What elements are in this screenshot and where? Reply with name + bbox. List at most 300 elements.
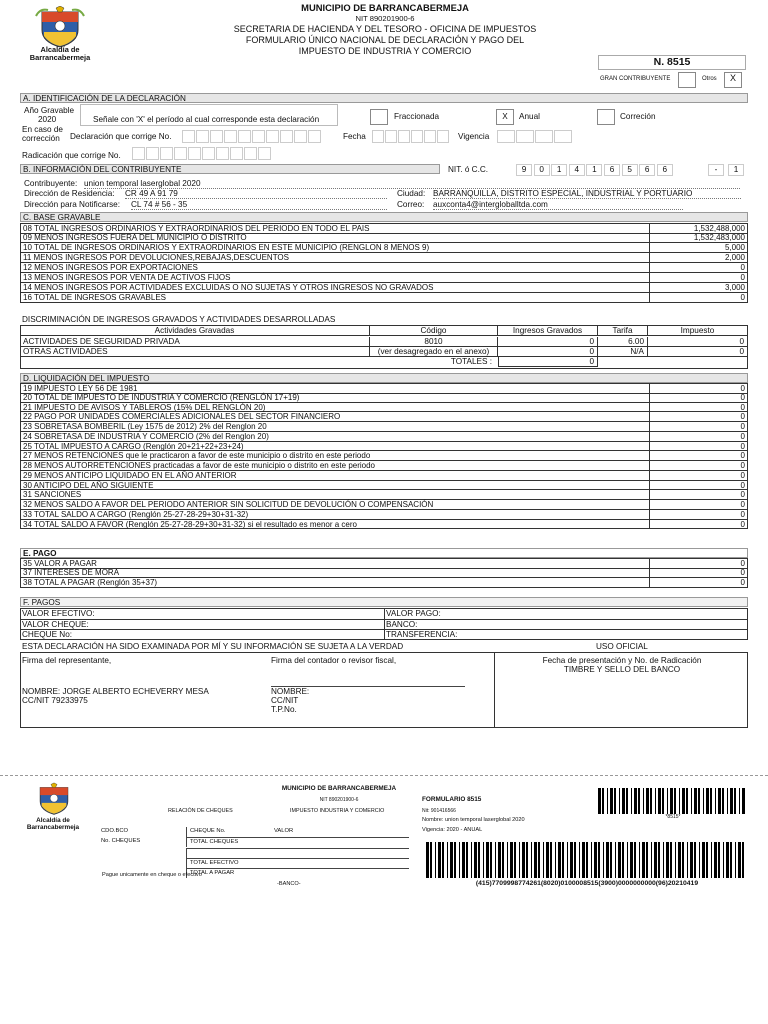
entry-box[interactable] bbox=[411, 130, 423, 143]
tp-contador: T.P.No. bbox=[271, 705, 297, 714]
entry-box[interactable] bbox=[224, 130, 237, 143]
barcode-bar bbox=[651, 842, 652, 878]
barcode-bar bbox=[538, 842, 540, 878]
entry-box[interactable] bbox=[230, 147, 243, 160]
ciudad-line bbox=[433, 198, 741, 199]
barcode-bar bbox=[694, 842, 696, 878]
barcode-bar bbox=[698, 788, 700, 814]
nit-digit bbox=[569, 164, 585, 176]
section-c-title: C. BASE GRAVABLE bbox=[20, 212, 748, 222]
notificar-label: Dirección para Notificarse: bbox=[24, 200, 121, 209]
entry-box[interactable] bbox=[132, 147, 145, 160]
row-value: 0 bbox=[740, 519, 745, 529]
row-divider bbox=[649, 253, 650, 262]
row-label: 14 MENOS INGRESOS POR ACTIVIDADES EXCLUIDAS O NO SUJETAS Y OTROS INGRESOS NO GRAVADOS bbox=[23, 283, 434, 292]
stub-pague-text: Pague unicamente en cheque o efectivo bbox=[102, 872, 202, 878]
table-row bbox=[20, 243, 748, 253]
entry-box[interactable] bbox=[385, 130, 397, 143]
barcode-bar bbox=[610, 788, 613, 814]
barcode-bar bbox=[706, 788, 709, 814]
barcode-bar bbox=[534, 842, 537, 878]
barcode-bar bbox=[514, 842, 516, 878]
row-divider bbox=[649, 520, 650, 529]
direccion-value: CR 49 A 91 79 bbox=[125, 189, 178, 198]
row-divider bbox=[649, 224, 650, 233]
barcode-bar bbox=[658, 788, 661, 814]
barcode-bar bbox=[618, 842, 621, 878]
barcode-bar bbox=[666, 842, 669, 878]
direccion-label: Dirección de Residencia: bbox=[24, 189, 115, 198]
barcode-bar bbox=[558, 842, 561, 878]
pagos-right-label: BANCO: bbox=[386, 619, 418, 629]
barcode-bar bbox=[646, 788, 649, 814]
entry-box[interactable] bbox=[252, 130, 265, 143]
ciudad-value: BARRANQUILLA, DISTRITO ESPECIAL, INDUSTRIAL Y PORTUARIO bbox=[433, 189, 693, 198]
entry-box[interactable] bbox=[238, 130, 251, 143]
actividades-cell: 0 bbox=[648, 337, 748, 347]
row-label: 11 MENOS INGRESOS POR DEVOLUCIONES,REBAJAS,DESCUENTOS bbox=[23, 253, 289, 262]
table-row bbox=[20, 451, 748, 461]
secretaria-line: SECRETARIA DE HACIENDA Y DEL TESORO - OFICINA DE IMPUESTOS bbox=[233, 24, 537, 34]
entry-box[interactable] bbox=[174, 147, 187, 160]
barcode-bar bbox=[478, 842, 480, 878]
gran-contribuyente-label: GRAN CONTRIBUYENTE bbox=[600, 76, 671, 82]
coat-of-arms-icon bbox=[34, 6, 86, 48]
form-number-box bbox=[598, 55, 746, 70]
row-label: 29 MENOS ANTICIPO LIQUIDADO EN EL AÑO ANTERIOR bbox=[23, 470, 237, 480]
row-divider bbox=[649, 403, 650, 412]
municipio-title: MUNICIPIO DE BARRANCABERMEJA bbox=[301, 2, 469, 13]
barcode-bar bbox=[619, 788, 620, 814]
actividades-header: Tarifa bbox=[598, 326, 648, 336]
row-label: 08 TOTAL INGRESOS ORDINARIOS Y EXTRAORDINARIOS DEL PERIODO EN TODO EL PAIS bbox=[23, 224, 370, 233]
row-value: 0 bbox=[740, 392, 745, 402]
barcode-bar bbox=[642, 842, 645, 878]
barcode-bar bbox=[598, 842, 600, 878]
nombre-contador: NOMBRE: bbox=[271, 687, 310, 696]
barcode-bar bbox=[502, 842, 504, 878]
barcode-bar bbox=[507, 842, 508, 878]
row-divider bbox=[649, 578, 650, 587]
table-row bbox=[20, 273, 748, 283]
table-row bbox=[20, 422, 748, 432]
row-divider bbox=[649, 283, 650, 292]
barcode-bar bbox=[650, 788, 652, 814]
stub-cell: No. CHEQUES bbox=[101, 838, 141, 845]
row-value: 0 bbox=[740, 480, 745, 490]
pagos-row-line bbox=[20, 619, 748, 620]
barcode-bar bbox=[531, 842, 532, 878]
barcode-bar bbox=[622, 842, 624, 878]
ano-gravable-label: Año Gravable bbox=[24, 106, 75, 115]
barcode-bar bbox=[570, 842, 573, 878]
entry-box[interactable] bbox=[210, 130, 223, 143]
barcode-bar bbox=[442, 842, 444, 878]
entry-box[interactable] bbox=[308, 130, 321, 143]
table-row bbox=[20, 263, 748, 273]
direccion-line bbox=[125, 198, 387, 199]
payment-barcode bbox=[426, 842, 748, 878]
nit-digit-text: 0 bbox=[539, 165, 544, 174]
formulario-line-2: IMPUESTO DE INDUSTRIA Y COMERCIO bbox=[298, 46, 472, 56]
nit-dash bbox=[708, 164, 724, 176]
section-d-title: D. LIQUIDACIÓN DEL IMPUESTO bbox=[20, 373, 748, 383]
entry-box[interactable] bbox=[244, 147, 257, 160]
row-value: 0 bbox=[740, 422, 745, 431]
nit-digit bbox=[516, 164, 532, 176]
contribuyente-value: union temporal laserglobal 2020 bbox=[84, 179, 201, 188]
ciudad-label: Ciudad: bbox=[397, 189, 426, 198]
fecha-field[interactable] bbox=[372, 130, 452, 143]
pagos-left-label: VALOR EFECTIVO: bbox=[22, 609, 95, 618]
actividades-cell: OTRAS ACTIVIDADES bbox=[20, 347, 370, 357]
barcode-bar bbox=[607, 788, 608, 814]
nit-dash-text: - bbox=[714, 165, 718, 174]
barcode-bar bbox=[654, 842, 657, 878]
stub-logo-caption: Alcaldía de Barrancabermeja bbox=[26, 817, 80, 831]
actividades-title: DISCRIMINACIÓN DE INGRESOS GRAVADOS Y ACTIVIDADES DESARROLLADAS bbox=[22, 315, 336, 324]
row-label: 24 SOBRETASA DE INDUSTRIA Y COMERCIO (2% del Renglon 20) bbox=[23, 431, 269, 441]
correo-value: auxconta4@intergloballtda.com bbox=[433, 200, 548, 209]
table-row bbox=[20, 510, 748, 520]
signature-divider bbox=[494, 652, 495, 728]
row-label: 16 TOTAL DE INGRESOS GRAVABLES bbox=[23, 293, 167, 302]
pagos-divider bbox=[384, 608, 385, 640]
anual-mark: X bbox=[502, 112, 508, 121]
barcode-bar bbox=[562, 842, 564, 878]
anual-checkbox[interactable] bbox=[496, 109, 514, 125]
actividades-header: Ingresos Gravados bbox=[498, 326, 598, 336]
entry-box[interactable] bbox=[182, 130, 195, 143]
row-divider bbox=[649, 451, 650, 460]
totales-value: 0 bbox=[498, 357, 598, 367]
barcode-bar bbox=[686, 788, 688, 814]
barcode-bar bbox=[459, 842, 460, 878]
barcode-bar bbox=[687, 842, 688, 878]
section-f-title: F. PAGOS bbox=[20, 597, 748, 607]
entry-box[interactable] bbox=[216, 147, 229, 160]
notificar-value: CL 74 # 56 - 35 bbox=[131, 200, 188, 209]
barcode-bar bbox=[738, 842, 741, 878]
barcode-bar bbox=[586, 842, 588, 878]
nit-digit-text: 6 bbox=[609, 165, 615, 174]
nombre-representante: NOMBRE: JORGE ALBERTO ECHEVERRY MESA bbox=[22, 687, 209, 696]
barcode-bar bbox=[591, 842, 592, 878]
table-row bbox=[20, 500, 748, 510]
nit-dv-text: 1 bbox=[733, 165, 739, 174]
correo-label: Correo: bbox=[397, 200, 425, 209]
barcode-bar bbox=[703, 788, 704, 814]
barcode-bar bbox=[718, 842, 720, 878]
stub-cell bbox=[271, 858, 409, 868]
actividades-cell: ACTIVIDADES DE SEGURIDAD PRIVADA bbox=[20, 337, 370, 347]
uso-oficial-label: USO OFICIAL bbox=[596, 642, 648, 651]
barcode-bar bbox=[471, 842, 472, 878]
entry-box[interactable] bbox=[258, 147, 271, 160]
firma-contador-label: Firma del contador o revisor fiscal, bbox=[271, 656, 397, 665]
row-value: 0 bbox=[740, 559, 745, 568]
table-row bbox=[20, 578, 748, 588]
barcode-bar bbox=[555, 842, 556, 878]
row-divider bbox=[649, 461, 650, 470]
section-a-title: A. IDENTIFICACIÓN DE LA DECLARACIÓN bbox=[20, 93, 748, 103]
barcode-bar bbox=[490, 842, 492, 878]
barcode-bar bbox=[663, 842, 664, 878]
ccnit-contador: CC/NIT bbox=[271, 696, 299, 705]
entry-box[interactable] bbox=[497, 130, 515, 143]
otros-checkbox[interactable] bbox=[724, 72, 742, 88]
entry-box[interactable] bbox=[202, 147, 215, 160]
table-row bbox=[20, 403, 748, 413]
barcode-bar bbox=[674, 788, 676, 814]
barcode-bar bbox=[670, 842, 672, 878]
barcode-bar bbox=[694, 788, 697, 814]
row-divider bbox=[649, 500, 650, 509]
row-value: 0 bbox=[740, 490, 745, 500]
barcode-bar bbox=[522, 842, 525, 878]
entry-box[interactable] bbox=[196, 130, 209, 143]
radicacion-field[interactable] bbox=[132, 147, 272, 160]
timbre-label: TIMBRE Y SELLO DEL BANCO bbox=[563, 665, 681, 674]
barcode-bar bbox=[450, 842, 453, 878]
barcode-bar bbox=[667, 788, 668, 814]
barcode-bar bbox=[727, 788, 728, 814]
stub-nit: NIT 890201900-6 bbox=[319, 797, 359, 803]
actividades-cell: N/A bbox=[598, 347, 648, 357]
barcode-bar bbox=[658, 842, 660, 878]
row-label: 22 PAGO POR UNIDADES COMERCIALES ADICIONALES DEL SECTOR FINANCIERO bbox=[23, 412, 341, 422]
barcode-bar bbox=[643, 788, 644, 814]
row-value: 0 bbox=[740, 470, 745, 480]
row-divider bbox=[649, 412, 650, 421]
entry-box[interactable] bbox=[398, 130, 410, 143]
stub-municipio: MUNICIPIO DE BARRANCABERMEJA bbox=[281, 785, 397, 792]
entry-box[interactable] bbox=[266, 130, 279, 143]
row-value: 0 bbox=[740, 263, 745, 272]
correcion-checkbox[interactable] bbox=[597, 109, 615, 125]
nit-digit-text: 5 bbox=[627, 165, 632, 174]
formulario-line-1: FORMULARIO ÚNICO NACIONAL DE DECLARACIÓN Y PAGO DEL bbox=[245, 35, 525, 45]
entry-box[interactable] bbox=[516, 130, 534, 143]
table-row bbox=[20, 568, 748, 578]
row-value: 0 bbox=[740, 412, 745, 422]
otros-label: Otros bbox=[702, 76, 717, 82]
barcode-bar bbox=[574, 842, 576, 878]
actividades-cell: 6.00 bbox=[598, 337, 648, 347]
coat-of-arms-small-icon bbox=[34, 781, 74, 817]
entry-box[interactable] bbox=[535, 130, 553, 143]
barcode-bar bbox=[718, 788, 721, 814]
barcode-bar bbox=[486, 842, 489, 878]
row-label: 10 TOTAL DE INGRESOS ORDINARIOS Y EXTRAORDINARIOS EN ESTE MUNICIPIO (RENGLON 8 MENOS 9) bbox=[23, 243, 430, 252]
entry-box[interactable] bbox=[188, 147, 201, 160]
declaracion-corrige-label: Declaración que corrige No. bbox=[70, 132, 172, 141]
row-divider bbox=[649, 393, 650, 402]
barcode-bar bbox=[682, 842, 684, 878]
barcode-bar bbox=[646, 842, 648, 878]
table-row bbox=[20, 461, 748, 471]
actividades-cell: (ver desagregado en el anexo) bbox=[370, 347, 498, 357]
nit-digit-text: 1 bbox=[556, 165, 562, 174]
barcode-bar bbox=[543, 842, 544, 878]
row-divider bbox=[649, 490, 650, 499]
row-divider bbox=[649, 510, 650, 519]
table-row bbox=[20, 442, 748, 452]
barcode-bar bbox=[706, 842, 708, 878]
barcode-bar bbox=[630, 842, 633, 878]
actividades-cell: 0 bbox=[648, 347, 748, 357]
entry-box[interactable] bbox=[280, 130, 293, 143]
row-value: 5,000 bbox=[724, 243, 745, 252]
small-barcode-label: *8515* bbox=[665, 814, 681, 820]
vigencia-field[interactable] bbox=[497, 130, 573, 143]
barcode-bar bbox=[495, 842, 496, 878]
ano-gravable-value: 2020 bbox=[38, 115, 57, 124]
row-divider bbox=[649, 293, 650, 302]
row-label: 23 SOBRETASA BOMBERIL (Ley 1575 de 2012) 2% del Renglon 20 bbox=[23, 422, 267, 431]
fecha-presentacion-label: Fecha de presentación y No. de Radicación bbox=[542, 656, 702, 665]
table-row bbox=[20, 520, 748, 530]
barcode-bar bbox=[454, 842, 456, 878]
barcode-bar bbox=[567, 842, 568, 878]
row-value: 0 bbox=[740, 578, 745, 587]
anual-label: Anual bbox=[519, 112, 540, 121]
barcode-bar bbox=[655, 788, 656, 814]
barcode-bar bbox=[594, 842, 597, 878]
pagos-left-label: CHEQUE No: bbox=[22, 630, 73, 639]
table-row bbox=[20, 293, 748, 303]
row-value: 1,532,488,000 bbox=[693, 224, 745, 233]
entry-box[interactable] bbox=[372, 130, 384, 143]
barcode-bar bbox=[462, 842, 465, 878]
row-label: 33 TOTAL SALDO A CARGO (Renglón 25-27-28-29+30+31-32) bbox=[23, 509, 249, 519]
row-value: 0 bbox=[740, 431, 745, 441]
actividades-cell: 8010 bbox=[370, 337, 498, 347]
barcode-bar bbox=[634, 842, 636, 878]
barcode-bar bbox=[510, 842, 513, 878]
nit-digit bbox=[586, 164, 602, 176]
row-label: 38 TOTAL A PAGAR (Renglón 35+37) bbox=[23, 578, 158, 587]
nit-digit-text: 6 bbox=[662, 165, 668, 174]
row-divider bbox=[649, 243, 650, 252]
totales-label: TOTALES : bbox=[450, 357, 492, 366]
row-divider bbox=[649, 432, 650, 441]
entry-box[interactable] bbox=[437, 130, 449, 143]
nit-digit-text: 4 bbox=[574, 165, 580, 174]
barcode-bar bbox=[722, 788, 724, 814]
stub-cell: TOTAL CHEQUES bbox=[186, 837, 271, 847]
row-label: 37 INTERESES DE MORA bbox=[23, 568, 120, 577]
payment-barcode-text: (415)7709998774261(8020)0100008515(3900)0000000000(96)20210419 bbox=[475, 880, 699, 887]
barcode-bar bbox=[682, 788, 685, 814]
row-divider bbox=[649, 273, 650, 282]
en-caso-label-2: corrección bbox=[22, 134, 60, 143]
barcode-bar bbox=[730, 788, 733, 814]
table-row bbox=[20, 471, 748, 481]
correo-line bbox=[433, 209, 683, 210]
barcode-bar bbox=[426, 842, 429, 878]
barcode-bar bbox=[742, 842, 744, 878]
row-divider bbox=[649, 442, 650, 451]
declaracion-corrige-field[interactable] bbox=[182, 130, 322, 143]
section-b-title: B. INFORMACIÓN DEL CONTRIBUYENTE bbox=[20, 164, 440, 174]
actividades-header: Código bbox=[370, 326, 498, 336]
barcode-bar bbox=[690, 842, 693, 878]
stub-cell bbox=[98, 858, 186, 868]
barcode-bar bbox=[466, 842, 468, 878]
barcode-bar bbox=[714, 842, 717, 878]
row-value: 0 bbox=[740, 384, 745, 393]
cut-line bbox=[0, 775, 768, 776]
stub-cell bbox=[271, 837, 409, 847]
row-label: 35 VALOR A PAGAR bbox=[23, 559, 97, 568]
gran-contribuyente-checkbox[interactable] bbox=[678, 72, 696, 88]
row-value: 0 bbox=[740, 293, 745, 302]
row-divider bbox=[649, 263, 650, 272]
declaracion-statement: ESTA DECLARACIÓN HA SIDO EXAMINADA POR MÍ Y SU INFORMACIÓN SE SUJETA A LA VERDAD bbox=[22, 642, 404, 651]
barcode-bar bbox=[691, 788, 692, 814]
entry-box[interactable] bbox=[160, 147, 173, 160]
barcode-bar bbox=[603, 842, 604, 878]
barcode-bar bbox=[699, 842, 700, 878]
barcode-bar bbox=[498, 842, 501, 878]
notificar-line bbox=[131, 209, 387, 210]
barcode-bar bbox=[483, 842, 484, 878]
pagos-row-line bbox=[20, 629, 748, 630]
entry-box[interactable] bbox=[146, 147, 159, 160]
barcode-bar bbox=[662, 788, 664, 814]
pagos-left-label: VALOR CHEQUE: bbox=[22, 619, 89, 629]
barcode-bar bbox=[598, 788, 601, 814]
stub-cell bbox=[98, 848, 186, 858]
table-row bbox=[20, 490, 748, 500]
stub-impuesto: IMPUESTO INDUSTRIA Y COMERCIO bbox=[290, 808, 385, 814]
row-divider bbox=[649, 384, 650, 393]
barcode-bar bbox=[615, 842, 616, 878]
logo-caption: Alcaldía de Barrancabermeja bbox=[29, 45, 91, 62]
fraccionada-checkbox[interactable] bbox=[370, 109, 388, 125]
table-row bbox=[20, 283, 748, 293]
stub-nit-contribuyente: Nit: 901416566 bbox=[422, 808, 456, 814]
actividades-header: Actividades Gravadas bbox=[20, 326, 370, 336]
table-row bbox=[20, 253, 748, 263]
row-label: 31 SANCIONES bbox=[23, 490, 82, 500]
barcode-bar bbox=[435, 842, 436, 878]
entry-box[interactable] bbox=[554, 130, 572, 143]
stub-cell: VALOR bbox=[274, 828, 294, 834]
stub-cell bbox=[186, 848, 271, 858]
row-value: 0 bbox=[740, 461, 745, 470]
entry-box[interactable] bbox=[294, 130, 307, 143]
nit-digit bbox=[551, 164, 567, 176]
barcode-bar bbox=[622, 788, 625, 814]
entry-box[interactable] bbox=[424, 130, 436, 143]
actividades-header: Impuesto bbox=[648, 326, 748, 336]
barcode-bar bbox=[702, 842, 705, 878]
stub-cell: TOTAL A PAGAR bbox=[186, 868, 271, 878]
stub-cell bbox=[271, 848, 409, 858]
stub-relacion: RELACIÓN DE CHEQUES bbox=[168, 808, 233, 814]
header-nit: NIT 890201900-6 bbox=[355, 14, 415, 23]
correcion-label: Correción bbox=[620, 112, 656, 121]
nit-digit bbox=[604, 164, 620, 176]
row-label: 32 MENOS SALDO A FAVOR DEL PERIODO ANTERIOR SIN SOLICITUD DE DEVOLUCIÓN O COMPENSACIÓN bbox=[23, 500, 434, 509]
row-label: 19 IMPUESTO LEY 56 DE 1981 bbox=[23, 384, 138, 393]
table-row bbox=[20, 481, 748, 491]
en-caso-label-1: En caso de bbox=[22, 125, 63, 134]
nit-digit bbox=[657, 164, 673, 176]
pagos-right-label: TRANSFERENCIA: bbox=[386, 630, 458, 639]
